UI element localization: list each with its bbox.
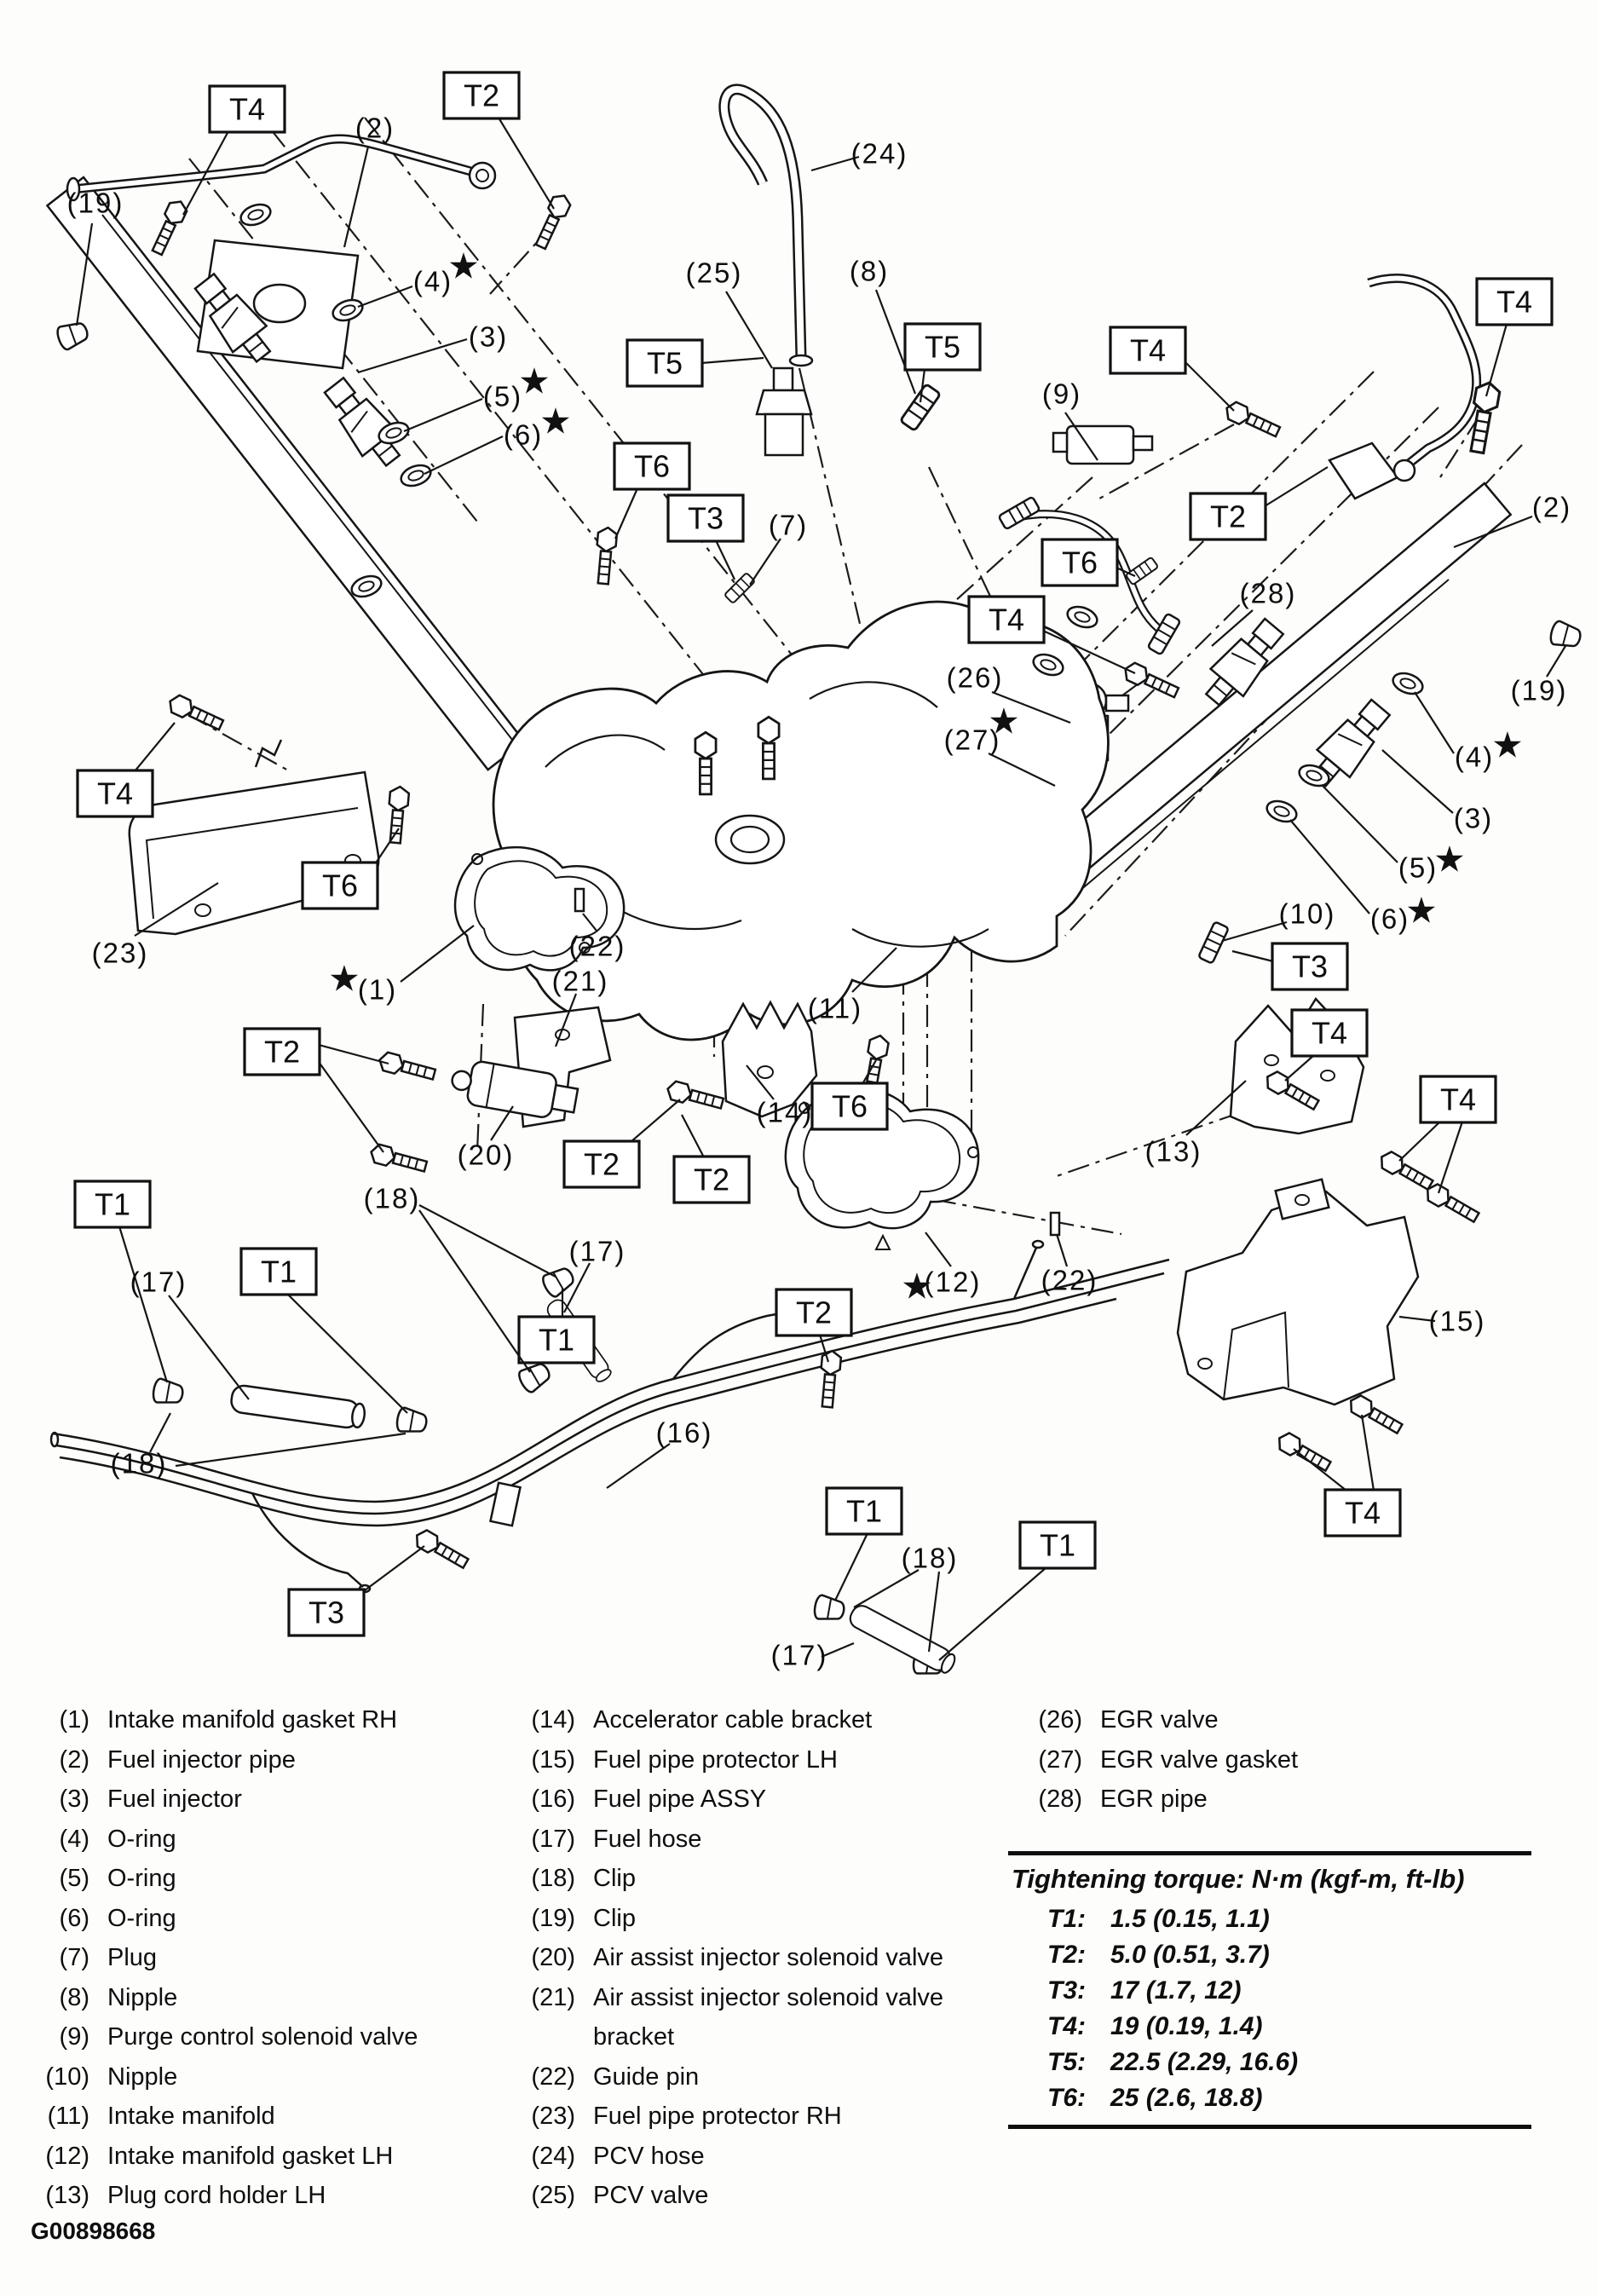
torque-row <box>1008 1901 1531 1937</box>
leader-line <box>424 436 503 474</box>
torque-callout-label: T4 <box>1344 1495 1381 1531</box>
part-number-label: (18) <box>363 1182 421 1214</box>
part-number-label: (15) <box>1428 1305 1486 1337</box>
leader-line <box>358 1546 424 1595</box>
leader-line <box>854 1570 919 1607</box>
legend-item-name: Fuel pipe protector LH <box>593 1745 838 1774</box>
part-number-label: (6) <box>1369 903 1410 935</box>
torque-callout-label: T2 <box>263 1034 301 1070</box>
legend-item-name: Intake manifold gasket LH <box>107 2142 394 2170</box>
legend-item-name: PCV valve <box>593 2182 709 2209</box>
legend-item-number: (1) <box>59 1706 89 1734</box>
part-number-label: (22) <box>1041 1264 1098 1296</box>
legend-item-name: Intake manifold gasket RH <box>107 1706 398 1734</box>
leader-line <box>925 1232 951 1266</box>
leader-line <box>404 399 482 431</box>
legend-item <box>21 1700 418 1740</box>
part-number-label: (3) <box>468 320 509 353</box>
torque-callout-label: T1 <box>94 1186 131 1222</box>
part-number-label: (5) <box>482 380 523 412</box>
legend-item <box>507 2097 943 2137</box>
torque-row <box>1008 1937 1531 1973</box>
leader-line <box>1185 361 1234 411</box>
part-number-label: (4) <box>412 265 453 297</box>
legend-item-number: (19) <box>531 1904 575 1932</box>
torque-row-value: 25 (2.6, 18.8) <box>1110 2084 1263 2112</box>
legend-item-name: Fuel pipe protector RH <box>593 2103 842 2130</box>
leader-line <box>726 291 772 368</box>
leader-line <box>939 1567 1046 1660</box>
torque-callout-label: T4 <box>988 602 1025 637</box>
legend-item-number: (7) <box>59 1944 89 1971</box>
torque-callout-label: T6 <box>321 868 359 903</box>
torque-callout-label: T4 <box>1439 1082 1477 1117</box>
legend-item-name: PCV hose <box>593 2142 705 2170</box>
part-number-label: (17) <box>130 1266 187 1298</box>
legend-item-name: Plug cord holder LH <box>107 2182 326 2209</box>
part-number-label: (3) <box>1453 802 1494 834</box>
part-number-label: (19) <box>66 187 124 219</box>
leader-line <box>701 358 764 363</box>
star-marker: ★ <box>328 958 360 999</box>
torque-callout-label: T4 <box>96 776 134 811</box>
part-number-label: (20) <box>457 1139 515 1171</box>
star-marker: ★ <box>518 361 551 401</box>
leader-line <box>1415 692 1454 753</box>
legend-item <box>21 1859 418 1899</box>
leader-line <box>1057 1234 1067 1266</box>
torque-row-value: 1.5 (0.15, 1.1) <box>1110 1905 1270 1933</box>
leader-line <box>491 1106 513 1140</box>
star-marker: ★ <box>1433 839 1466 880</box>
leader-line <box>1212 610 1253 646</box>
legend-item-number: (3) <box>59 1785 89 1813</box>
torque-row-label: T3: <box>1047 1976 1086 2005</box>
legend-item-name: O-ring <box>107 1904 176 1932</box>
torque-callout-label: T1 <box>538 1322 575 1358</box>
legend-item-number: (26) <box>1038 1706 1082 1734</box>
legend-item-number: (2) <box>59 1745 89 1774</box>
part-number-label: (4) <box>1454 741 1495 773</box>
torque-callout-label: T6 <box>831 1088 868 1124</box>
legend-item-number: (6) <box>59 1904 89 1932</box>
leader-line <box>319 1062 383 1152</box>
legend-item <box>507 1978 943 2018</box>
leader-line <box>1399 1122 1440 1161</box>
legend-item <box>21 1899 418 1939</box>
legend-item <box>21 1820 418 1860</box>
legend-item-number: (25) <box>531 2182 575 2209</box>
star-marker: ★ <box>1405 890 1438 931</box>
leader-line <box>1265 467 1328 506</box>
legend-item-number: (28) <box>1038 1785 1082 1813</box>
torque-row-label: T2: <box>1047 1941 1086 1969</box>
torque-callout-label: T3 <box>308 1595 345 1630</box>
legend-item-name: O-ring <box>107 1865 176 1892</box>
legend-item <box>507 1780 943 1820</box>
legend-item-number: (27) <box>1038 1745 1082 1774</box>
legend-item <box>21 1978 418 2018</box>
leader-line <box>375 828 399 864</box>
legend-item <box>507 2057 943 2097</box>
part-number-label: (21) <box>551 965 609 997</box>
part-number-label: (22) <box>568 930 626 962</box>
legend-item-number: (11) <box>47 2103 89 2130</box>
legend-item <box>1014 1700 1298 1740</box>
part-number-label: (17) <box>568 1235 626 1267</box>
part-number-label: (5) <box>1398 851 1438 884</box>
legend-item <box>507 1899 943 1939</box>
legend-column-3 <box>1014 1700 1298 1820</box>
torque-table-title: Tightening torque: N·m (kgf-m, ft-lb) <box>1012 1864 1465 1894</box>
torque-callout-label: T4 <box>1496 284 1533 320</box>
torque-callout-label: T3 <box>687 500 724 536</box>
torque-row <box>1008 1973 1531 2009</box>
torque-row-value: 19 (0.19, 1.4) <box>1110 2012 1263 2040</box>
legend-item-number: (23) <box>531 2103 575 2130</box>
torque-row-value: 22.5 (2.29, 16.6) <box>1110 2048 1299 2076</box>
legend-item-number: (10) <box>45 2062 89 2091</box>
torque-callout-label: T5 <box>646 345 683 381</box>
legend-item-name: Accelerator cable bracket <box>593 1706 873 1734</box>
leader-line <box>1222 922 1287 941</box>
part-number-label: (25) <box>685 257 743 289</box>
legend-item-name: O-ring <box>107 1825 176 1853</box>
part-number-label: (13) <box>1144 1135 1202 1168</box>
legend-item-name: Clip <box>593 1904 636 1932</box>
legend-column-2 <box>507 1700 943 2216</box>
legend-item-number: (4) <box>59 1825 89 1853</box>
part-number-label: (2) <box>355 112 395 144</box>
legend-item-name: Nipple <box>107 2062 178 2091</box>
legend-item-name: Air assist injector solenoid valve <box>593 1944 944 1971</box>
legend-item <box>21 2176 418 2216</box>
star-marker: ★ <box>447 245 480 286</box>
torque-callout-label: T4 <box>1129 332 1167 368</box>
torque-table <box>1008 1851 1531 2129</box>
legend-item <box>21 1740 418 1780</box>
legend-item-name: EGR valve gasket <box>1100 1745 1299 1774</box>
torque-callout-label: T1 <box>260 1254 297 1289</box>
legend-column-1 <box>21 1700 418 2216</box>
leader-line <box>1323 786 1398 862</box>
part-number-label: (16) <box>655 1416 713 1449</box>
legend-item <box>21 1780 418 1820</box>
legend-item-continued <box>507 2017 943 2057</box>
legend-item <box>21 2097 418 2137</box>
leader-line <box>835 1533 868 1601</box>
torque-row <box>1008 2080 1531 2116</box>
legend-item-name: Air assist injector solenoid valve <box>593 1983 944 2011</box>
legend-item <box>1014 1780 1298 1820</box>
part-number-label: (11) <box>807 992 863 1024</box>
legend-item-name: Fuel injector <box>107 1785 242 1813</box>
part-number-label: (10) <box>1278 897 1336 930</box>
legend-item-number: (8) <box>59 1983 89 2011</box>
leader-line <box>176 1434 406 1466</box>
part-number-label: (14) <box>756 1096 814 1128</box>
legend-item-number: (15) <box>531 1745 575 1774</box>
torque-callout-label: T2 <box>1209 499 1247 534</box>
leader-line <box>119 1226 167 1382</box>
legend-item-name: Plug <box>107 1944 158 1971</box>
torque-row-value: 5.0 (0.51, 3.7) <box>1110 1941 1270 1969</box>
part-number-label: (23) <box>91 937 149 969</box>
legend-item-number: (16) <box>531 1785 575 1813</box>
part-number-label: (6) <box>503 418 544 451</box>
legend-item-number: (21) <box>531 1983 575 2011</box>
legend-item-number: (12) <box>45 2142 89 2170</box>
legend-item-name: EGR pipe <box>1100 1785 1208 1813</box>
legend-item-number: (18) <box>531 1865 575 1892</box>
part-number-label: (9) <box>1041 378 1082 410</box>
part-number-label: (18) <box>110 1447 168 1480</box>
fuel-pipe-protector-lh-drawing <box>1178 1180 1418 1405</box>
torque-row-label: T4: <box>1047 2012 1086 2040</box>
part-number-label: (7) <box>768 509 809 541</box>
legend-item-number: (22) <box>531 2062 575 2091</box>
legend-item <box>21 1938 418 1978</box>
pcv-hose-drawing <box>724 89 812 366</box>
legend-item <box>21 2017 418 2057</box>
leader-line <box>750 539 781 585</box>
torque-callout-label: T4 <box>228 91 266 127</box>
legend-item-name: Fuel hose <box>593 1825 702 1853</box>
legend-item-name: Clip <box>593 1865 636 1892</box>
part-number-label: (28) <box>1239 577 1297 609</box>
torque-callout-label: T2 <box>463 78 500 113</box>
legend-item <box>507 1859 943 1899</box>
torque-callout-label: T4 <box>1311 1015 1348 1051</box>
leader-line <box>401 926 474 982</box>
star-marker: ★ <box>1491 724 1524 765</box>
legend-item-name: Nipple <box>107 1983 178 2011</box>
torque-row-label: T1: <box>1047 1905 1086 1933</box>
legend-item-number: (14) <box>531 1706 575 1734</box>
purge-control-solenoid-valve-drawing <box>1053 426 1152 464</box>
leader-line <box>631 1099 680 1142</box>
leader-line <box>1486 324 1507 396</box>
leader-line <box>1547 646 1565 677</box>
leader-line <box>1362 1415 1374 1491</box>
leader-line <box>499 118 554 209</box>
torque-callout-label: T3 <box>1291 949 1329 984</box>
leader-line <box>607 1444 670 1488</box>
torque-callout-label: T2 <box>583 1146 620 1182</box>
legend-item-name: Fuel injector pipe <box>107 1745 296 1774</box>
leader-line <box>319 1045 389 1064</box>
leader-line <box>615 488 637 539</box>
legend-item <box>507 1820 943 1860</box>
legend-item <box>507 2137 943 2177</box>
legend-item-number: (9) <box>59 2023 89 2051</box>
legend-item <box>507 1700 943 1740</box>
part-number-label: (12) <box>924 1266 982 1298</box>
legend-item-name: Purge control solenoid valve <box>107 2023 418 2051</box>
torque-callout-label: T6 <box>1061 545 1098 580</box>
leader-line <box>135 723 175 771</box>
torque-callout-label: T5 <box>924 329 961 365</box>
leader-line <box>169 1295 249 1399</box>
fuel-pipe-assy-drawing <box>51 1241 1169 1592</box>
legend-item-number: (20) <box>531 1944 575 1971</box>
torque-row <box>1008 2009 1531 2045</box>
torque-row-label: T5: <box>1047 2048 1086 2076</box>
legend-item <box>1014 1740 1298 1780</box>
leader-line <box>1382 750 1453 813</box>
legend-item <box>21 2057 418 2097</box>
legend-item-number: (5) <box>59 1865 89 1892</box>
leader-line <box>344 147 368 247</box>
part-number-label: (1) <box>357 973 398 1006</box>
diagram-artwork <box>47 89 1583 1677</box>
torque-row-value: 17 (1.7, 12) <box>1110 1976 1242 2005</box>
legend-item-number: (17) <box>531 1825 575 1853</box>
legend-item <box>507 2176 943 2216</box>
part-number-label: (8) <box>849 255 890 287</box>
leader-line <box>929 1572 939 1652</box>
part-number-label: (17) <box>770 1639 828 1671</box>
legend-item-number: (13) <box>45 2182 89 2209</box>
legend-item-name: EGR valve <box>1100 1706 1219 1734</box>
part-number-label: (24) <box>850 137 908 170</box>
torque-row <box>1008 2045 1531 2080</box>
legend-item <box>507 1938 943 1978</box>
leader-line <box>1232 951 1273 961</box>
torque-row-label: T6: <box>1047 2084 1086 2112</box>
star-marker: ★ <box>901 1266 933 1307</box>
torque-callout-label: T2 <box>795 1295 833 1330</box>
part-number-label: (19) <box>1510 674 1568 707</box>
part-number-label: (26) <box>946 661 1004 694</box>
leader-line <box>150 1413 170 1452</box>
legend-item <box>21 2137 418 2177</box>
part-number-label: (27) <box>943 724 1001 756</box>
figure-code: G00898668 <box>31 2218 156 2244</box>
torque-callout-label: T1 <box>845 1493 883 1529</box>
legend-item-name: Intake manifold <box>107 2103 275 2130</box>
legend-item-number-spacer <box>507 2017 575 2057</box>
torque-callout-label: T2 <box>693 1162 730 1197</box>
torque-callout-label: T6 <box>633 448 671 484</box>
star-marker: ★ <box>988 701 1020 741</box>
part-number-label: (2) <box>1531 491 1572 523</box>
part-number-label: (18) <box>901 1542 959 1574</box>
star-marker: ★ <box>539 401 572 441</box>
leader-line <box>716 540 735 580</box>
legend-item <box>507 1740 943 1780</box>
legend-item-name: Fuel pipe ASSY <box>593 1785 767 1813</box>
leader-line <box>682 1115 704 1157</box>
legend-item-name: Guide pin <box>593 2062 700 2091</box>
leader-line <box>1438 1122 1462 1193</box>
legend-item-name: bracket <box>593 2023 675 2051</box>
legend-item-number: (24) <box>531 2142 575 2170</box>
torque-callout-label: T1 <box>1039 1527 1076 1563</box>
